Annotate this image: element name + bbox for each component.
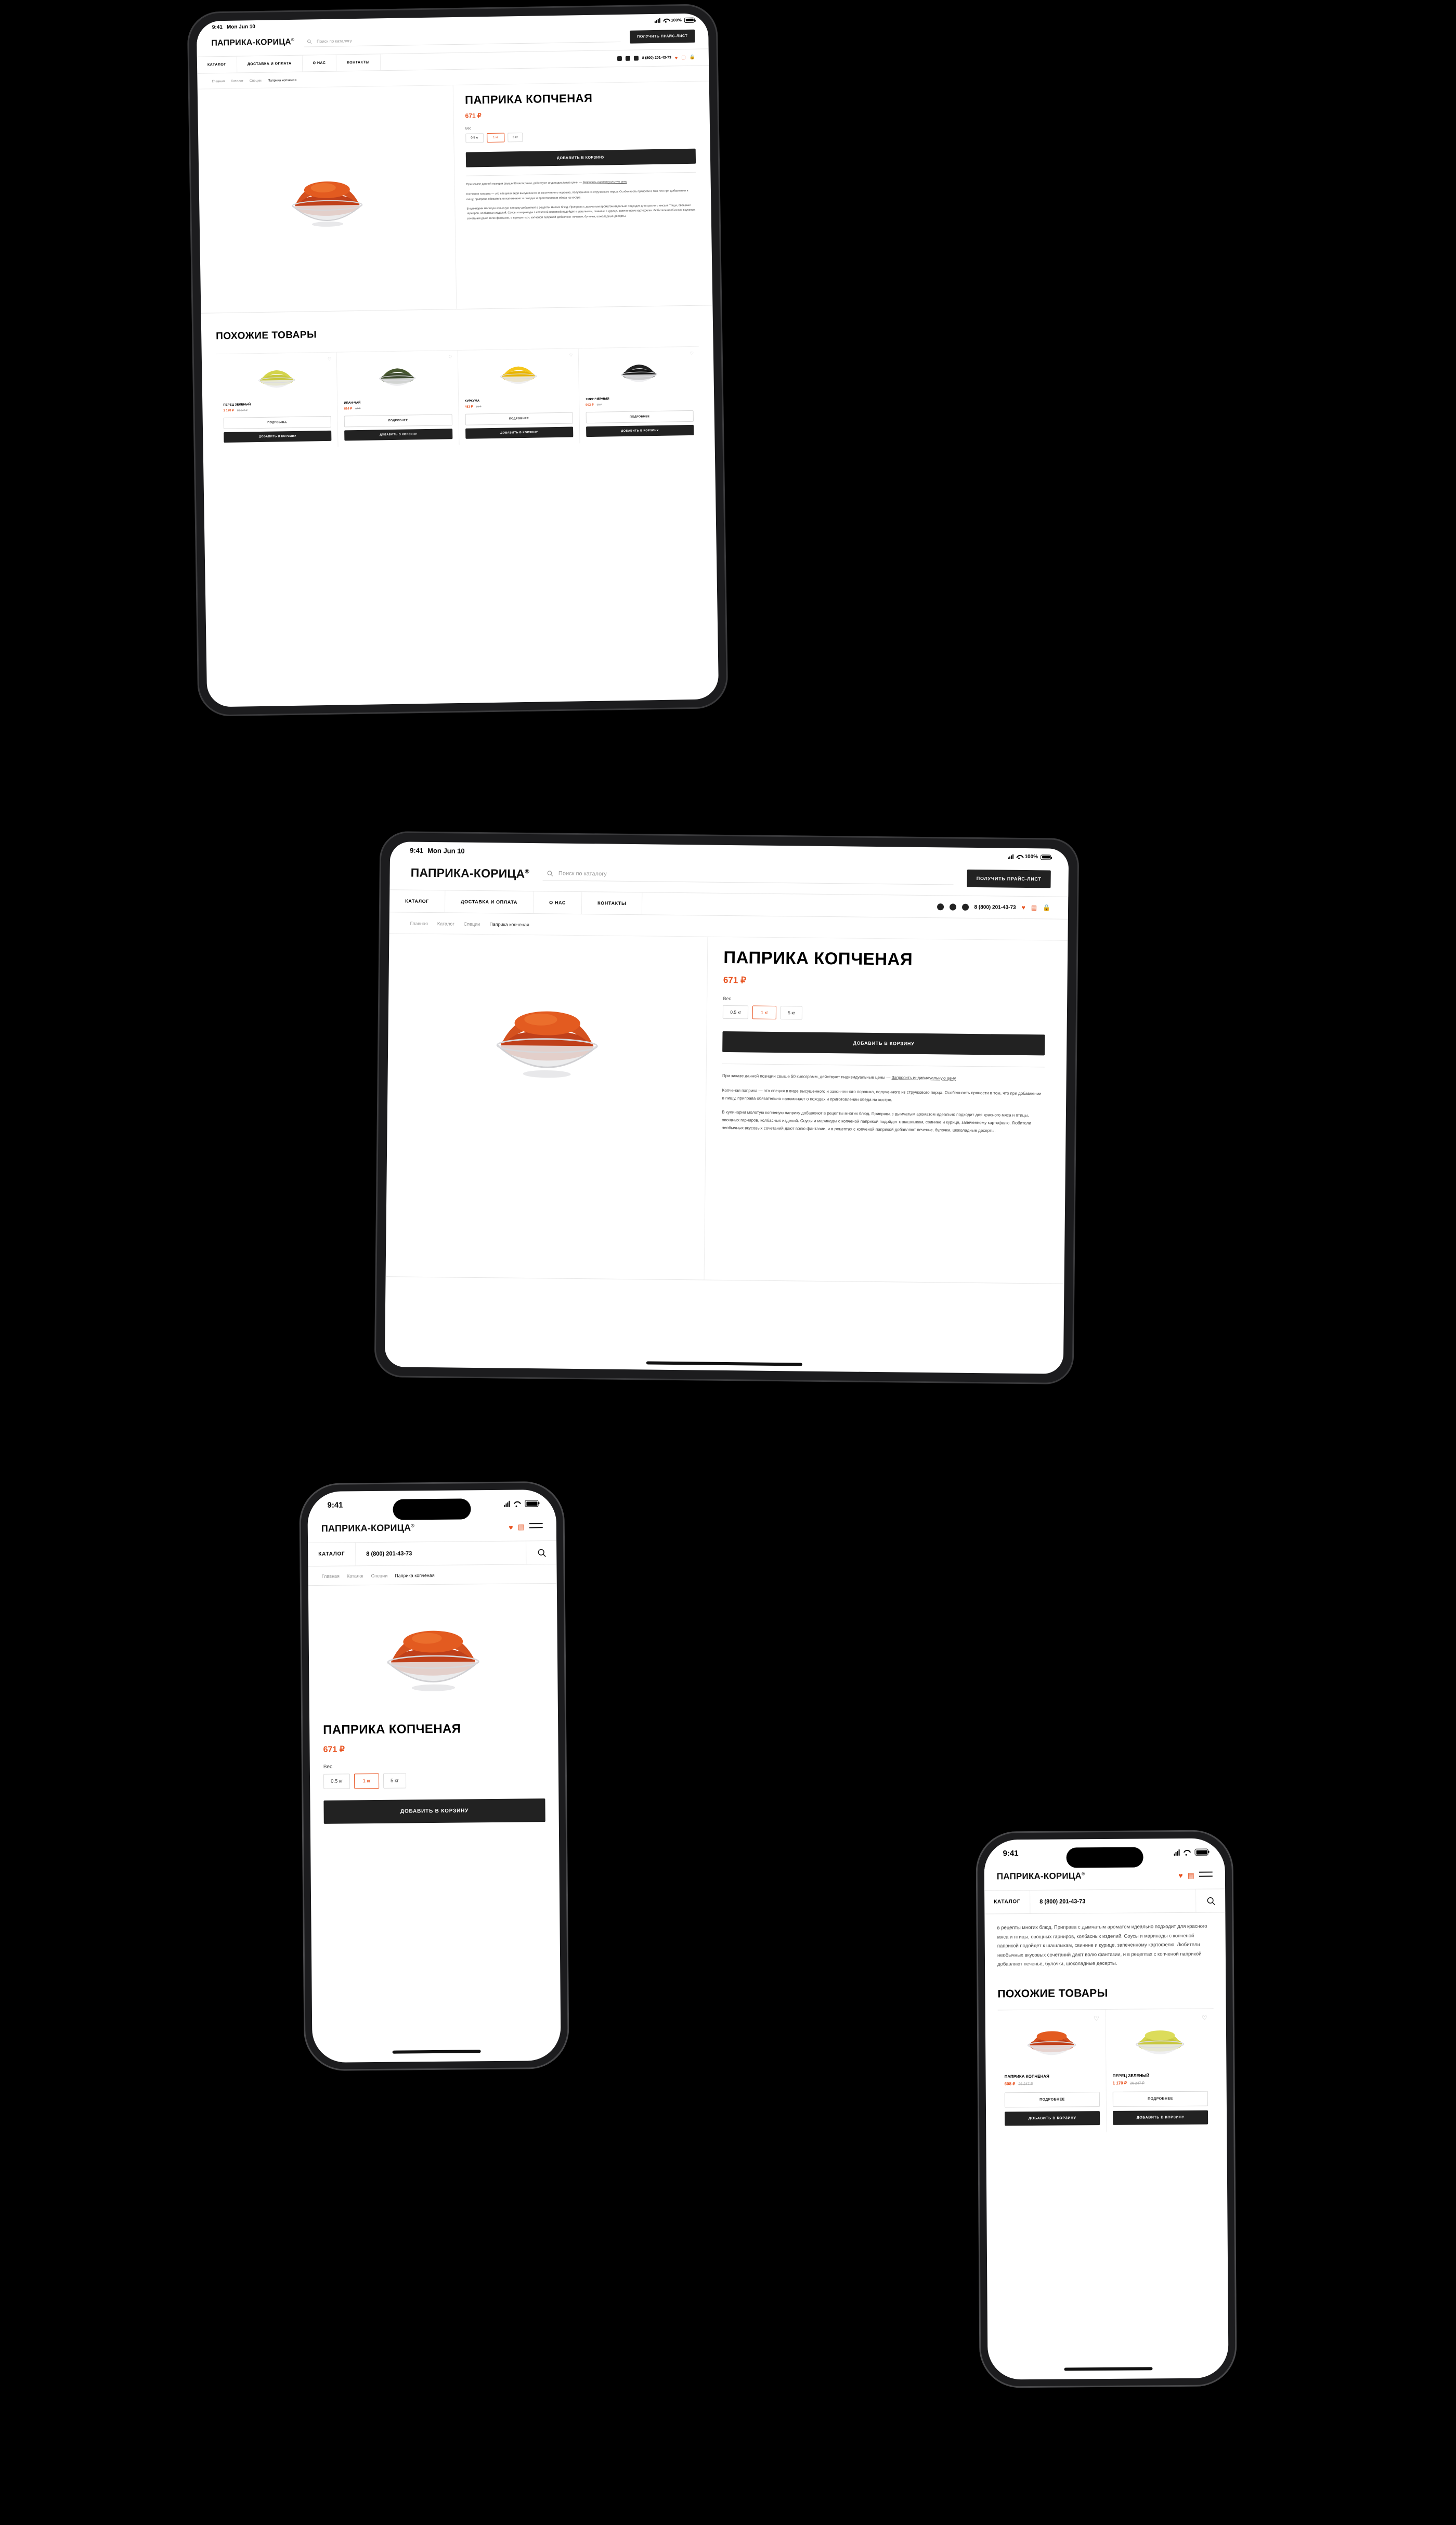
status-time: 9:41 — [212, 24, 223, 31]
product-gallery — [386, 934, 708, 1279]
product-description-tail: в рецепты многих блюд. Приправа с дымчатым ароматом идеально подходит для красного мяса и птицы, овощных гарниров, колбасных изделий. Соусы и маринады с копченой паприкой подойдет к шашлыкам, свинине и курице, запеченному картофелю. Любители необычных вкусовых сочетаний дают волю фантазии, и в рецептах с копченой паприкой добавляют печенье, булочки, шоколадные десерты. — [997, 1923, 1207, 1967]
brand-text: ПАПРИКА-КОРИЦА — [996, 1871, 1082, 1882]
product-card-price: 816 ₽ — [344, 407, 353, 411]
product-card-price: 1 170 ₽ — [1112, 2080, 1127, 2086]
details-label: ПОДРОБНЕЕ — [1148, 2096, 1173, 2101]
add-to-cart-label: ДОБАВИТЬ В КОРЗИНУ — [556, 156, 605, 160]
product-card[interactable] — [458, 348, 580, 445]
nav-label: КАТАЛОГ — [207, 62, 226, 67]
product-card-name: КУРКУМА — [464, 399, 480, 403]
battery-icon — [525, 1500, 538, 1507]
details-label: ПОДРОБНЕЕ — [388, 419, 408, 423]
product-card[interactable] — [998, 2010, 1107, 2133]
status-time: 9:41 — [410, 846, 424, 854]
header-phone[interactable]: 8 (800) 201-43-73 — [974, 904, 1016, 911]
breadcrumb-item[interactable]: Каталог — [346, 1573, 364, 1579]
product-card-name: ПЕРЕЦ ЗЕЛЕНЫЙ — [1112, 2073, 1150, 2078]
search-placeholder: Поиск по каталогу — [316, 38, 352, 44]
wifi-icon — [513, 1500, 521, 1507]
header-actions — [937, 896, 1068, 919]
cellular-signal-icon — [1174, 1849, 1180, 1856]
cart-icon[interactable]: ▤ — [517, 1522, 525, 1531]
details-button[interactable] — [465, 412, 573, 425]
breadcrumb-current: Паприка копченая — [489, 922, 529, 928]
product-thumbnail — [1004, 2016, 1100, 2066]
price-list-button[interactable] — [967, 870, 1051, 888]
search-icon — [1206, 1896, 1215, 1905]
favorite-icon[interactable]: ♡ — [569, 353, 573, 358]
weight-option-1kg[interactable] — [752, 1006, 776, 1019]
phone-screen-2 — [984, 1838, 1228, 2379]
add-to-cart-label: ДОБАВИТЬ В КОРЗИНУ — [853, 1040, 915, 1046]
price-list-label: ПОЛУЧИТЬ ПРАЙС-ЛИСТ — [637, 34, 688, 39]
vk-icon[interactable] — [937, 903, 944, 910]
cart-icon[interactable]: ▤ — [1031, 904, 1037, 912]
cellular-signal-icon — [1008, 854, 1013, 859]
product-price: 671 ₽ — [323, 1745, 345, 1754]
similar-heading: ПОХОЖИЕ ТОВАРЫ — [997, 1987, 1108, 2000]
product-card-old-price: 18 ₽ — [355, 407, 361, 411]
nav-item-about[interactable] — [534, 891, 582, 914]
card-add-label: ДОБАВИТЬ В КОРЗИНУ — [500, 431, 538, 435]
header-actions — [617, 49, 709, 67]
product-card[interactable] — [337, 351, 459, 447]
nav-item-catalog[interactable] — [389, 890, 445, 912]
lock-icon[interactable]: 🔒 — [689, 54, 695, 60]
nav-label: КОНТАКТЫ — [597, 900, 627, 906]
weight-option-0-5kg[interactable] — [723, 1005, 748, 1019]
product-title: ПАПРИКА КОПЧЕНАЯ — [464, 91, 593, 107]
card-add-label: ДОБАВИТЬ В КОРЗИНУ — [1136, 2115, 1185, 2120]
favorite-icon[interactable]: ♡ — [327, 356, 332, 361]
weight-option-1kg[interactable] — [487, 133, 504, 143]
details-button[interactable] — [224, 416, 332, 429]
card-add-to-cart-button[interactable] — [1113, 2110, 1208, 2125]
product-card-old-price: 26 247 ₽ — [237, 409, 248, 412]
weight-option-label: 0.5 кг — [471, 136, 479, 140]
mobile-nav — [984, 1889, 1225, 1913]
weight-option-0-5kg[interactable] — [323, 1773, 350, 1789]
product-card-old-price: 26 247 ₽ — [1018, 2082, 1033, 2086]
brand-logo[interactable] — [321, 1522, 414, 1534]
details-label: ПОДРОБНЕЕ — [629, 415, 650, 419]
card-add-to-cart-button[interactable] — [1005, 2111, 1100, 2126]
tablet-screen-2 — [385, 841, 1069, 1374]
product-card-price: 963 ₽ — [586, 403, 594, 407]
product-card-old-price: 18 ₽ — [476, 405, 482, 409]
phone-label: 8 (800) 201-43-73 — [366, 1550, 412, 1558]
card-add-to-cart-button[interactable] — [224, 431, 332, 443]
nav-item-catalog[interactable] — [197, 57, 237, 73]
mobile-nav-phone[interactable] — [1030, 1889, 1196, 1913]
battery-icon — [684, 17, 695, 22]
brand-logo[interactable] — [411, 865, 530, 880]
product-title: ПАПРИКА КОПЧЕНАЯ — [723, 947, 913, 969]
add-to-cart-button[interactable] — [722, 1031, 1045, 1055]
breadcrumb — [308, 1564, 556, 1585]
status-date: Mon Jun 10 — [427, 846, 465, 855]
product-thumbnail — [585, 352, 693, 391]
product-card[interactable] — [578, 347, 700, 444]
product-info — [453, 81, 713, 309]
brand-logo[interactable] — [997, 1871, 1085, 1882]
brand-text: ПАПРИКА-КОРИЦА — [321, 1522, 411, 1534]
similar-products-section — [201, 305, 715, 449]
heart-icon[interactable]: ♥ — [509, 1523, 513, 1532]
bulk-price-link[interactable]: Запросить индивидуальную цену — [582, 180, 627, 185]
search-icon — [547, 870, 553, 876]
bulk-note — [466, 179, 696, 187]
product-card-price: 482 ₽ — [464, 405, 473, 409]
breadcrumb-current: Паприка копченая — [267, 78, 297, 83]
device-tablet-portrait — [187, 4, 728, 717]
breadcrumb-item[interactable]: Главная — [321, 1573, 340, 1579]
brand-registered-mark: ® — [525, 868, 530, 875]
weight-option-label: 5 кг — [512, 136, 518, 139]
similar-products-section — [985, 1967, 1227, 2133]
cart-icon[interactable]: ▤ — [1187, 1871, 1194, 1880]
breadcrumb-current: Паприка копченая — [395, 1572, 435, 1578]
product-card-old-price: 26 247 ₽ — [1129, 2081, 1145, 2086]
mobile-nav-catalog[interactable] — [984, 1890, 1030, 1914]
nav-label: КАТАЛОГ — [405, 898, 430, 904]
status-time: 9:41 — [327, 1500, 343, 1510]
product-card-name: ПЕРЕЦ ЗЕЛЕНЫЙ — [223, 403, 251, 407]
search-icon — [537, 1548, 546, 1557]
cellular-signal-icon — [654, 18, 660, 23]
card-add-to-cart-button[interactable] — [586, 425, 694, 437]
nav-item-delivery[interactable] — [445, 890, 534, 913]
breadcrumb-item[interactable]: Специи — [249, 79, 262, 83]
heart-icon[interactable]: ♥ — [674, 55, 678, 60]
nav-item-delivery[interactable] — [237, 56, 302, 73]
similar-heading: ПОХОЖИЕ ТОВАРЫ — [216, 329, 317, 342]
bulk-note — [722, 1072, 1045, 1083]
details-button[interactable] — [344, 414, 452, 427]
product-image-paprika — [355, 1599, 512, 1710]
product-image-paprika — [266, 157, 387, 242]
weight-label: Вес — [323, 1764, 333, 1770]
dynamic-island — [393, 1498, 471, 1520]
weight-option-5kg[interactable] — [781, 1006, 802, 1019]
battery-percent: 100% — [1024, 853, 1038, 860]
device-phone-product — [299, 1481, 569, 2071]
brand-registered-mark: ® — [1081, 1871, 1085, 1876]
nav-item-contacts[interactable] — [336, 54, 381, 71]
brand-text: ПАПРИКА-КОРИЦА — [211, 37, 292, 48]
product-card-price: 608 ₽ — [1004, 2081, 1016, 2087]
favorite-icon[interactable]: ♡ — [1201, 2014, 1207, 2022]
info-divider — [722, 1064, 1045, 1067]
weight-option-0-5kg[interactable] — [465, 133, 484, 143]
device-tablet-landscape — [374, 831, 1080, 1384]
product-info — [309, 1713, 559, 1824]
dynamic-island — [1066, 1847, 1143, 1868]
card-add-to-cart-button[interactable] — [344, 429, 452, 441]
weight-option-label: 0.5 кг — [730, 1009, 742, 1015]
product-thumbnail — [343, 356, 451, 395]
breadcrumb-item[interactable]: Специи — [371, 1573, 388, 1579]
nav-item-contacts[interactable] — [582, 892, 643, 914]
nav-label: ДОСТАВКА И ОПЛАТА — [247, 61, 292, 67]
nav-label: О НАС — [549, 900, 566, 905]
wifi-icon — [1016, 854, 1022, 859]
weight-options — [323, 1772, 545, 1789]
product-card-name: ИВАН-ЧАЙ — [344, 401, 361, 405]
device-phone-similar — [976, 1830, 1237, 2388]
similar-products-grid — [216, 346, 700, 449]
brand-text: ПАПРИКА-КОРИЦА — [410, 865, 525, 880]
lock-icon[interactable]: 🔒 — [1043, 904, 1051, 912]
home-indicator — [1064, 2367, 1152, 2371]
card-add-label: ДОБАВИТЬ В КОРЗИНУ — [621, 429, 659, 433]
search-input[interactable] — [304, 32, 620, 47]
whatsapp-icon[interactable] — [962, 903, 969, 910]
phone-screen-1 — [307, 1490, 561, 2063]
mobile-search-button[interactable] — [1196, 1889, 1225, 1912]
breadcrumb-item[interactable]: Главная — [410, 921, 428, 926]
add-to-cart-button[interactable] — [323, 1798, 545, 1824]
weight-option-label: 5 кг — [391, 1778, 399, 1784]
mobile-nav — [308, 1541, 556, 1566]
product-description-p2: В кулинарии молотую копченую паприку добавляют в рецепты многих блюд. Приправа с дымчатым ароматом идеально подходит для красного мяса и птицы, овощных гарниров, колбасных изделий. Соусы и маринады с копченой паприкой подойдет к шашлыкам, свинине и курице, запеченному картофелю. Любители необычных вкусовых сочетаний дают волю фантазии, и в рецептах с копченой паприкой добавляют печенье, булочки, шоколадные десерты. — [721, 1109, 1031, 1133]
tablet-screen-1 — [197, 13, 719, 707]
mobile-nav-catalog[interactable] — [308, 1543, 356, 1566]
product-thumbnail — [464, 354, 572, 393]
status-date: Mon Jun 10 — [226, 24, 256, 30]
details-label: ПОДРОБНЕЕ — [267, 421, 288, 424]
card-add-label: ДОБАВИТЬ В КОРЗИНУ — [380, 433, 418, 437]
details-button[interactable] — [1005, 2092, 1100, 2107]
product-card-name: ПАПРИКА КОПЧЕНАЯ — [1004, 2074, 1049, 2079]
product-image-paprika — [461, 976, 633, 1097]
wifi-icon — [1184, 1849, 1191, 1855]
cellular-signal-icon — [504, 1500, 510, 1507]
product-section — [386, 933, 1068, 1284]
brand-logo[interactable] — [211, 37, 294, 48]
weight-option-label: 1 кг — [362, 1778, 371, 1784]
breadcrumb-item[interactable]: Каталог — [437, 921, 454, 927]
price-list-button[interactable] — [630, 30, 695, 44]
weight-label: Вес — [723, 995, 732, 1002]
heart-icon[interactable]: ♥ — [1021, 903, 1025, 911]
mobile-nav-phone[interactable] — [356, 1541, 526, 1565]
product-description-p1: Копченая паприка — это специя в виде высушенного и законченного порошка, полученного из стручкового перца. Особенность пряности в том, что при добавлении в пищу, приправа обязательно напоминает о походах и приготовлении обеда на костре. — [466, 189, 688, 201]
brand-registered-mark: ® — [291, 37, 295, 43]
status-time: 9:41 — [1003, 1849, 1019, 1858]
weight-option-5kg[interactable] — [383, 1773, 406, 1788]
weight-option-label: 1 кг — [761, 1009, 769, 1015]
details-button[interactable] — [1113, 2091, 1208, 2106]
nav-label: ДОСТАВКА И ОПЛАТА — [460, 899, 518, 905]
weight-options — [465, 130, 695, 143]
bulk-note-text: При заказе данной позиции свыше 50 килограмм, действуют индивидуальные цены — — [466, 181, 583, 186]
product-price: 671 ₽ — [723, 975, 746, 986]
weight-options — [723, 1005, 1045, 1022]
breadcrumb-item[interactable]: Каталог — [231, 79, 243, 83]
cart-icon[interactable]: ▢ — [681, 55, 686, 60]
search-icon — [307, 39, 311, 44]
phone-label: 8 (800) 201-43-73 — [1039, 1898, 1086, 1905]
nav-label: КАТАЛОГ — [318, 1551, 345, 1557]
weight-option-label: 1 кг — [493, 136, 498, 139]
product-section — [198, 78, 713, 313]
telegram-icon[interactable] — [950, 903, 956, 910]
product-card-price: 1 170 ₽ — [223, 409, 235, 413]
weight-label: Вес — [465, 126, 472, 131]
product-description-p1: Копченая паприка — это специя в виде высушенного и законченного порошка, полученного из стручкового перца. Особенность пряности в том, что при добавлении в пищу, приправа обязательно напоминает о походах и приготовлении обеда на костре. — [722, 1088, 1042, 1103]
details-button[interactable] — [586, 410, 694, 423]
header-phone[interactable]: 8 (800) 201-43-73 — [642, 56, 671, 60]
favorite-icon[interactable]: ♡ — [448, 355, 452, 360]
nav-label: О НАС — [313, 61, 326, 66]
battery-icon — [1041, 854, 1051, 860]
nav-label: КОНТАКТЫ — [347, 60, 370, 65]
product-info — [705, 937, 1068, 1284]
add-to-cart-label: ДОБАВИТЬ В КОРЗИНУ — [400, 1808, 469, 1815]
nav-item-about[interactable] — [302, 55, 336, 72]
product-gallery — [308, 1584, 558, 1715]
breadcrumb-item[interactable]: Специи — [463, 921, 480, 927]
favorite-icon[interactable]: ♡ — [690, 351, 694, 356]
wifi-icon — [662, 18, 668, 23]
bulk-price-link[interactable]: Запросить индивидуальную цену — [891, 1075, 956, 1081]
weight-option-1kg[interactable] — [354, 1773, 379, 1789]
product-price: 671 ₽ — [465, 112, 482, 120]
product-card-name: ТМИН ЧЕРНЫЙ — [585, 397, 609, 402]
breadcrumb-item[interactable]: Главная — [212, 79, 225, 84]
heart-icon[interactable]: ♥ — [1178, 1871, 1183, 1880]
add-to-cart-button[interactable] — [466, 149, 696, 167]
card-add-to-cart-button[interactable] — [465, 427, 574, 439]
bulk-note-text: При заказе данной позиции свыше 50 килограмм, действуют индивидуальные цены — — [722, 1073, 892, 1080]
product-thumbnail — [223, 358, 331, 397]
weight-option-5kg[interactable] — [508, 133, 523, 142]
brand-registered-mark: ® — [411, 1523, 415, 1529]
home-indicator — [646, 1361, 802, 1366]
telegram-icon[interactable] — [626, 56, 630, 61]
search-placeholder: Поиск по каталогу — [558, 870, 607, 877]
product-card[interactable] — [216, 353, 339, 449]
burger-menu-icon[interactable] — [1199, 1870, 1213, 1880]
mobile-search-button[interactable] — [526, 1541, 556, 1564]
product-thumbnail — [1112, 2015, 1208, 2065]
whatsapp-icon[interactable] — [634, 56, 639, 60]
product-gallery — [198, 85, 457, 313]
product-card[interactable] — [1106, 2009, 1215, 2132]
details-label: ПОДРОБНЕЕ — [509, 417, 529, 421]
burger-menu-icon[interactable] — [529, 1522, 543, 1532]
vk-icon[interactable] — [617, 56, 622, 61]
home-indicator — [393, 2050, 481, 2053]
weight-option-label: 5 кг — [788, 1010, 796, 1016]
weight-option-label: 0.5 кг — [331, 1778, 343, 1784]
details-label: ПОДРОБНЕЕ — [1039, 2097, 1065, 2102]
battery-icon — [1195, 1849, 1208, 1856]
product-title: ПАПРИКА КОПЧЕНАЯ — [323, 1721, 461, 1737]
similar-products-grid — [998, 2009, 1215, 2133]
info-divider — [466, 172, 696, 176]
battery-percent: 100% — [671, 18, 682, 23]
card-add-label: ДОБАВИТЬ В КОРЗИНУ — [1028, 2116, 1076, 2120]
nav-label: КАТАЛОГ — [994, 1899, 1021, 1905]
favorite-icon[interactable]: ♡ — [1093, 2014, 1099, 2022]
product-card-old-price: 18 ₽ — [596, 403, 602, 407]
search-input[interactable] — [543, 867, 954, 885]
card-add-label: ДОБАВИТЬ В КОРЗИНУ — [258, 434, 296, 439]
product-description-p2: В кулинарии молотую копченую паприку добавляют в рецепты многих блюд. Приправа с дымчатым ароматом идеально подходит для красного мяса и птицы, овощных гарниров, колбасных изделий. Соусы и маринады с копченой паприкой подойдет к шашлыкам, свинине и курице, запеченному картофелю. Любители необычных вкусовых сочетаний дают волю фантазии, и в рецептах с копченой паприкой добавляют печенье, булочки, шоколадные десерты. — [466, 203, 696, 221]
price-list-label: ПОЛУЧИТЬ ПРАЙС-ЛИСТ — [976, 876, 1042, 882]
